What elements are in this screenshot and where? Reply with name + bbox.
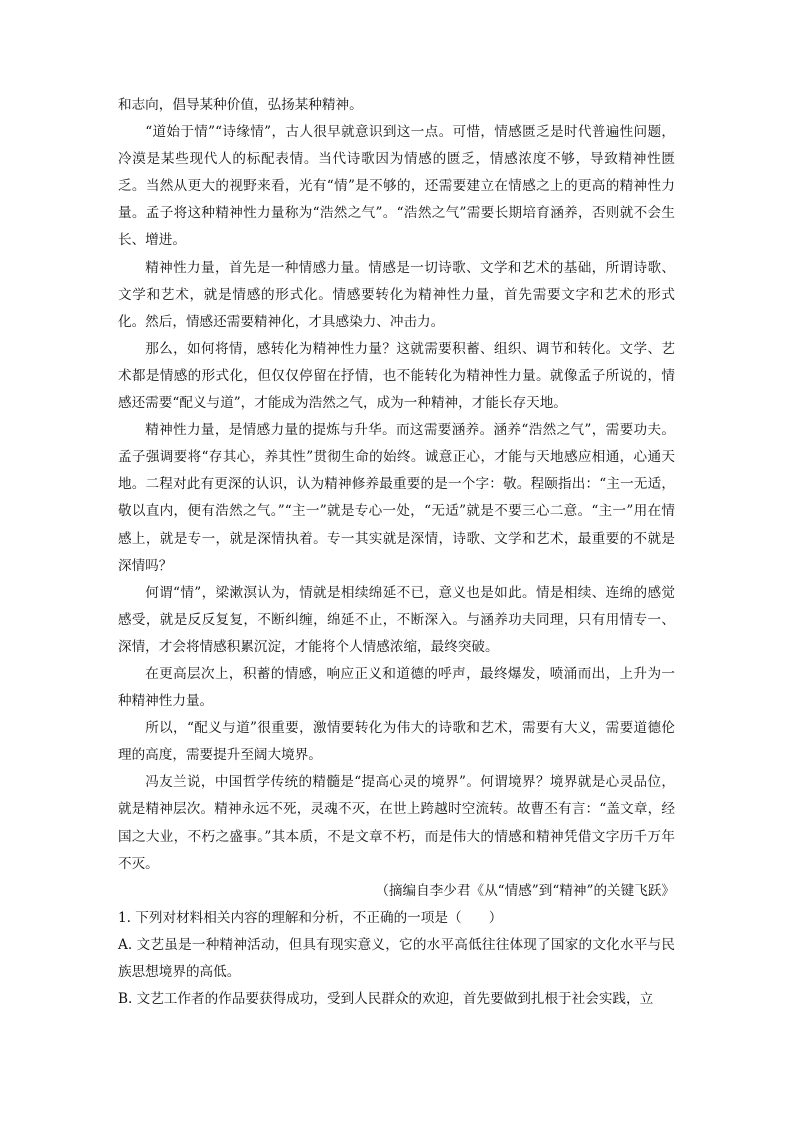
paragraph-5: 精神性力量，是情感力量的提炼与升华。而这需要涵养。涵养“浩然之气”，需要功夫。孟子强调要将“存其心，养其性”贯彻生命的始终。诚意正心，才能与天地感应相通，心通天地。二程对此有更深的认识，认为精神修养最重要的是一个字：敬。程颐指出：“主一无适，敬以直内，便有浩然之气。”“主一”就是专心一处，“无适”就是不要三心二意。“主一”用在情感上，就是专一，就是深情执着。专一其实就是深情，诗歌、文学和艺术，最重要的不就是深情吗？	[118, 422, 675, 574]
paragraph-9: 冯友兰说，中国哲学传统的精髓是“提高心灵的境界”。何谓境界？境界就是心灵品位，就是精神层次。精神永远不死，灵魂不灭，在世上跨越时空流转。故曹丕有言：“盖文章，经国之大业，不朽之盛事。”其本质，不是文章不朽，而是伟大的情感和精神凭借文字历千万年不灭。	[118, 774, 675, 872]
paragraph-1: 和志向，倡导某种价值，弘扬某种精神。	[118, 97, 363, 113]
document-page	[118, 92, 675, 1013]
paragraph-4: 那么，如何将情，感转化为精神性力量？这就需要积蓄、组织、调节和转化。文学、艺术都是情感的形式化，但仅仅停留在抒情，也不能转化为精神性力量。就像孟子所说的，情感还需要“配义与道”，才能成为浩然之气，成为一种精神，才能长存天地。	[118, 340, 675, 412]
paragraph-6: 何谓“情”，梁漱溟认为，情就是相续绵延不已，意义也是如此。情是相续、连绵的感觉感受，就是反反复复，不断纠缠，绵延不止，不断深入。与涵养功夫同理，只有用情专一、深情，才会将情感积累沉淀，才能将个人情感浓缩，最终突破。	[118, 584, 675, 655]
paragraph-7: 在更高层次上，积蓄的情感，响应正义和道德的呼声，最终爆发，喷涌而出，上升为一种精神性力量。	[118, 665, 675, 710]
option-a: A. 文艺虽是一种精神活动，但具有现实意义，它的水平高低往往体现了国家的文化水平与民族思想境界的高低。	[118, 936, 675, 980]
paragraph-3: 精神性力量，首先是一种情感力量。情感是一切诗歌、文学和艺术的基础，所谓诗歌、文学和艺术，就是情感的形式化。情感要转化为精神性力量，首先需要文字和艺术的形式化。然后，情感还需要精神化，才具感染力、冲击力。	[118, 259, 675, 330]
paragraph-2: “道始于情”“诗缘情”，古人很早就意识到这一点。可惜，情感匮乏是时代普遍性问题，冷漠是某些现代人的标配表情。当代诗歌因为情感的匮乏，情感浓度不够，导致精神性匮乏。当然从更大的视野来看，光有“情”是不够的，还需要建立在情感之上的更高的精神性力量。孟子将这种精神性力量称为“浩然之气”。“浩然之气”需要长期培育涵养，否则就不会生长、增进。	[118, 124, 675, 249]
source-citation: （摘编自李少君《从“情感”到“精神”的关键飞跃》	[375, 882, 675, 899]
option-b: B. 文艺工作者的作品要获得成功，受到人民群众的欢迎，首先要做到扎根于社会实践，立	[118, 991, 654, 1008]
paragraph-8: 所以，“配义与道”很重要，激情要转化为伟大的诗歌和艺术，需要有大义，需要道德伦理的高度，需要提升至阔大境界。	[118, 720, 675, 764]
question-stem: 1. 下列对材料相关内容的理解和分析，不正确的一项是（ ）	[118, 909, 503, 926]
